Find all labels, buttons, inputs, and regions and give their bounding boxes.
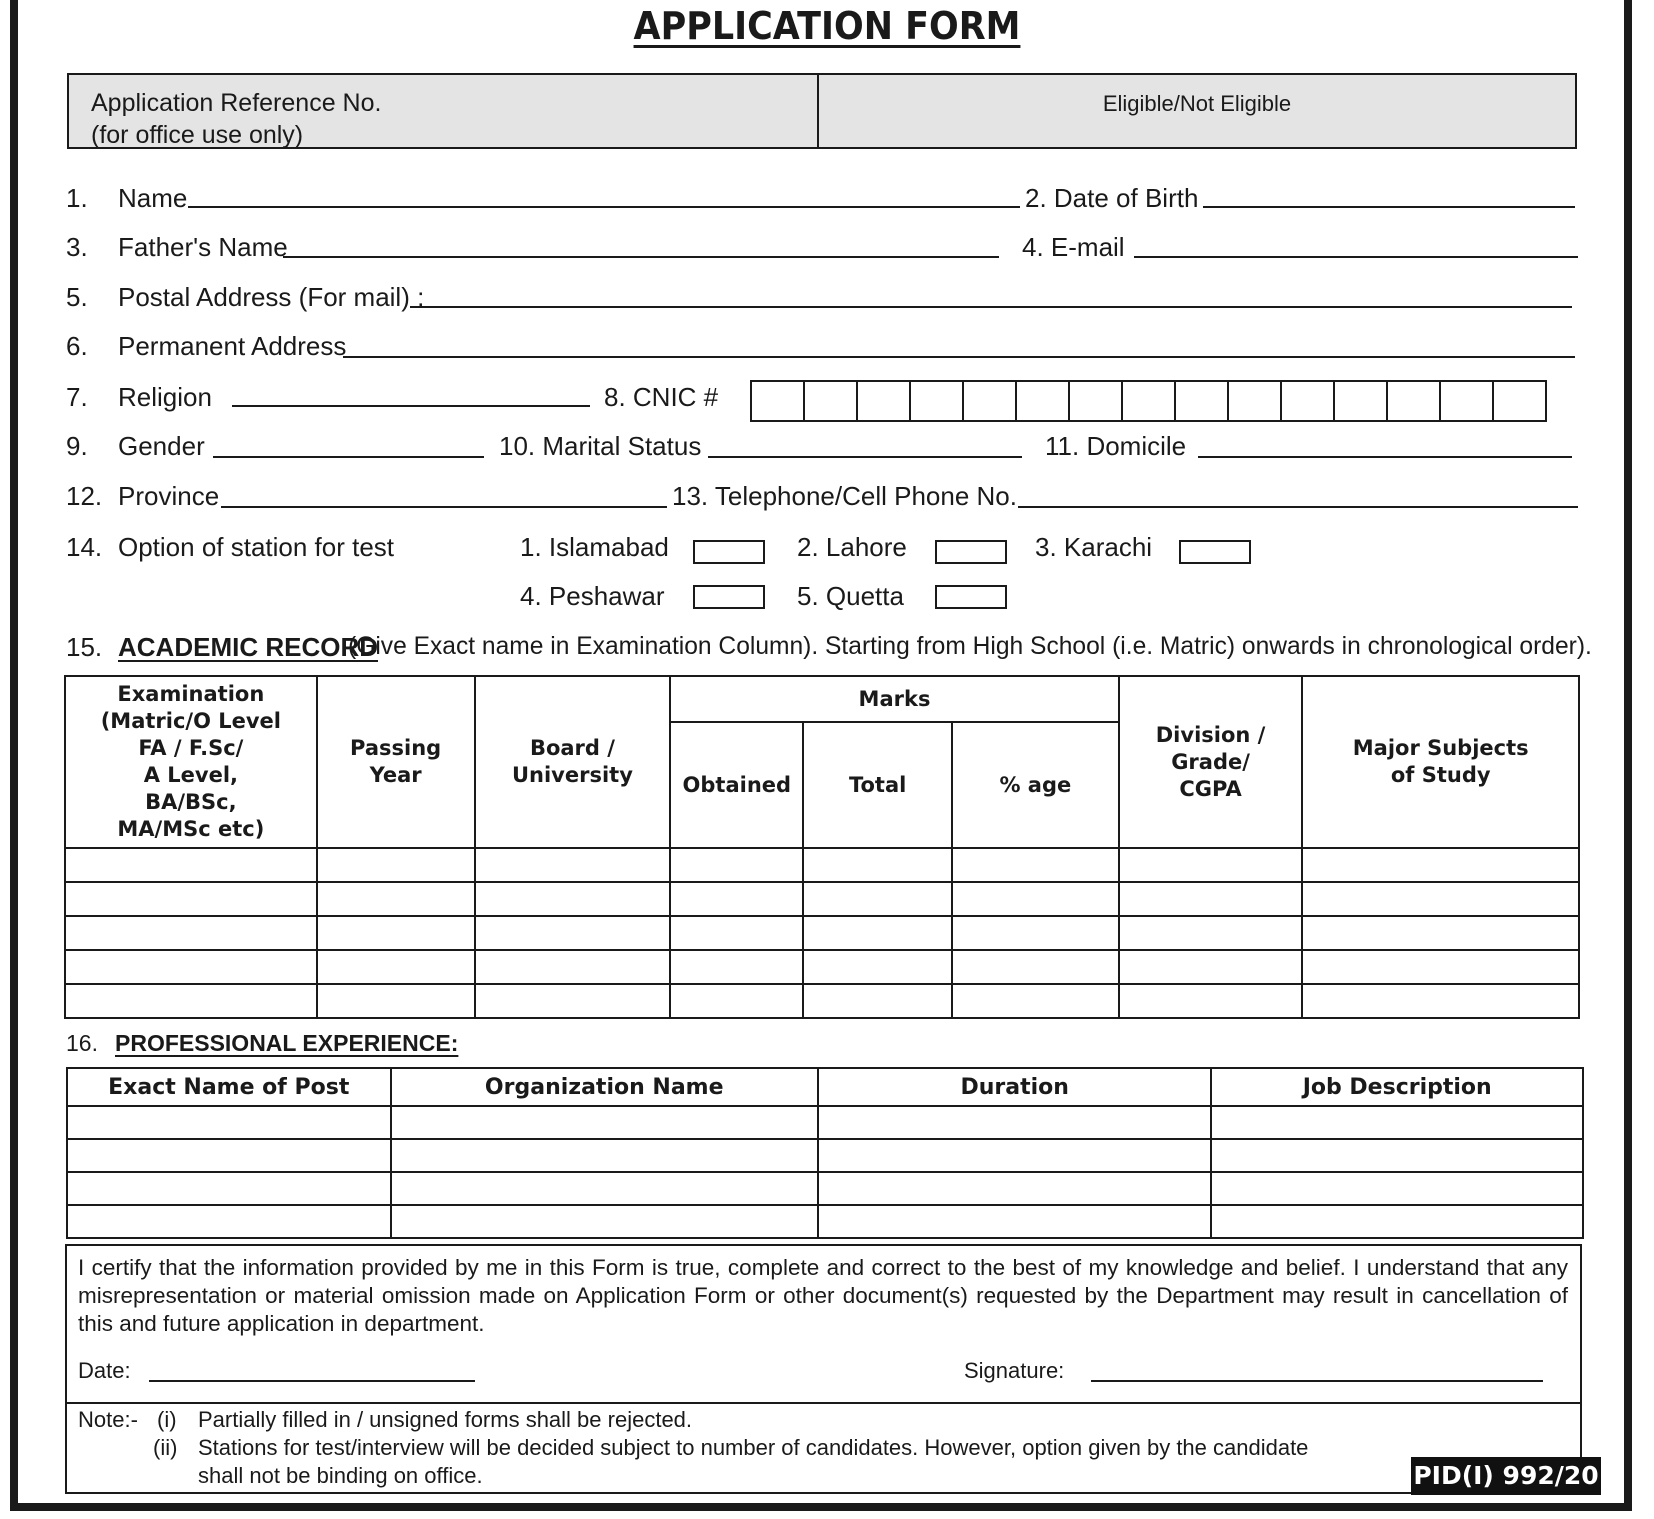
table-cell[interactable] (1211, 1172, 1583, 1205)
professional-experience-table (66, 1067, 1584, 1239)
cnic-digit-box[interactable] (1335, 382, 1388, 420)
table-cell[interactable] (67, 1139, 391, 1172)
signature-label: Signature: (964, 1358, 1065, 1383)
cnic-digit-box[interactable] (1176, 382, 1229, 420)
field-7-number: 7. (66, 382, 88, 412)
col-header-organization: Organization Name (391, 1068, 818, 1106)
notes-divider (67, 1402, 1580, 1404)
table-cell[interactable] (65, 950, 317, 984)
table-cell[interactable] (818, 1139, 1211, 1172)
table-cell[interactable] (317, 984, 475, 1018)
pid-badge: PID(I) 992/20 (1411, 1457, 1601, 1495)
field-1-number: 1. (66, 183, 88, 213)
col-header-job-description: Job Description (1211, 1068, 1583, 1106)
station-islamabad-label: 1. Islamabad (520, 532, 669, 562)
field-3-number: 3. (66, 232, 88, 262)
professional-experience-heading: PROFESSIONAL EXPERIENCE: (115, 1030, 459, 1056)
col-header-board: Board / University (475, 676, 671, 848)
table-cell[interactable] (391, 1139, 818, 1172)
table-row (65, 882, 1579, 916)
col-header-duration: Duration (818, 1068, 1211, 1106)
permanent-address-field[interactable] (343, 356, 1575, 358)
father-name-field[interactable] (283, 256, 999, 258)
table-cell[interactable] (1119, 916, 1303, 950)
station-option-label: Option of station for test (118, 532, 395, 562)
table-cell[interactable] (670, 916, 803, 950)
section-15-number: 15. (66, 632, 103, 662)
permanent-address-label: Permanent Address (118, 331, 347, 361)
table-cell[interactable] (803, 916, 952, 950)
table-cell[interactable] (65, 848, 317, 882)
table-cell[interactable] (317, 848, 475, 882)
table-cell[interactable] (952, 984, 1119, 1018)
reference-box (67, 73, 1577, 149)
marital-status-field[interactable] (708, 456, 1022, 458)
date-field[interactable] (149, 1380, 475, 1382)
col-header-obtained: Obtained (670, 722, 803, 848)
table-row (67, 1172, 1583, 1205)
table-cell[interactable] (65, 916, 317, 950)
table-cell[interactable] (475, 984, 671, 1018)
station-peshawar-checkbox[interactable] (693, 585, 765, 609)
table-cell[interactable] (317, 950, 475, 984)
note-2-marker: (ii) (153, 1435, 178, 1460)
table-cell[interactable] (670, 984, 803, 1018)
cnic-digit-box[interactable] (1388, 382, 1441, 420)
table-cell[interactable] (1302, 848, 1579, 882)
cnic-digit-box[interactable] (1441, 382, 1494, 420)
cnic-digit-box[interactable] (805, 382, 858, 420)
postal-address-label: Postal Address (For mail) : (118, 282, 425, 312)
table-cell[interactable] (65, 984, 317, 1018)
academic-record-instruction: (Give Exact name in Examination Column). Starting from High School (i.e. Matric) onwards in chronological order). (348, 633, 1592, 660)
cnic-digit-box[interactable] (1070, 382, 1123, 420)
table-row (67, 1139, 1583, 1172)
date-label: Date: (78, 1358, 131, 1383)
domicile-label: 11. Domicile (1045, 431, 1187, 461)
table-cell[interactable] (475, 882, 671, 916)
field-9-number: 9. (66, 431, 88, 461)
email-label: 4. E-mail (1022, 232, 1125, 262)
table-cell[interactable] (475, 916, 671, 950)
table-cell[interactable] (67, 1205, 391, 1238)
table-cell[interactable] (1302, 984, 1579, 1018)
table-cell[interactable] (65, 882, 317, 916)
station-peshawar-label: 4. Peshawar (520, 581, 665, 611)
cnic-digit-box[interactable] (1123, 382, 1176, 420)
telephone-label: 13. Telephone/Cell Phone No. (672, 481, 1017, 511)
dob-field[interactable] (1203, 206, 1575, 208)
table-cell[interactable] (475, 848, 671, 882)
table-cell[interactable] (1119, 984, 1303, 1018)
table-cell[interactable] (670, 882, 803, 916)
field-12-number: 12. (66, 481, 103, 511)
station-lahore-checkbox[interactable] (935, 540, 1007, 564)
table-row (65, 984, 1579, 1018)
table-cell[interactable] (952, 916, 1119, 950)
table-cell[interactable] (1302, 950, 1579, 984)
table-cell[interactable] (952, 950, 1119, 984)
page-frame-bottom (10, 1503, 1632, 1511)
table-row (65, 848, 1579, 882)
station-karachi-checkbox[interactable] (1179, 540, 1251, 564)
religion-label: Religion (118, 382, 212, 412)
station-quetta-checkbox[interactable] (935, 585, 1007, 609)
note-label: Note:- (78, 1407, 138, 1432)
table-cell[interactable] (670, 848, 803, 882)
col-header-marks: Marks (670, 676, 1118, 722)
field-14-number: 14. (66, 532, 103, 562)
reference-label-note: (for office use only) (91, 121, 304, 149)
cnic-label: 8. CNIC # (604, 382, 719, 412)
reference-label: Application Reference No. (91, 89, 382, 117)
col-header-examination: Examination (Matric/O Level FA / F.Sc/ A Level, BA/BSc, MA/MSc etc) (65, 676, 317, 848)
col-header-post: Exact Name of Post (67, 1068, 391, 1106)
name-field[interactable] (188, 206, 1020, 208)
note-1-text: Partially filled in / unsigned forms shall be rejected. (198, 1407, 693, 1432)
table-row (65, 916, 1579, 950)
table-cell[interactable] (1302, 882, 1579, 916)
table-cell[interactable] (391, 1106, 818, 1139)
table-cell[interactable] (803, 848, 952, 882)
cnic-digit-box[interactable] (964, 382, 1017, 420)
table-row (67, 1205, 1583, 1238)
father-name-label: Father's Name (118, 232, 288, 262)
table-cell[interactable] (317, 916, 475, 950)
cnic-digit-box[interactable] (1282, 382, 1335, 420)
table-cell[interactable] (1211, 1106, 1583, 1139)
declaration-box (65, 1244, 1582, 1494)
table-cell[interactable] (818, 1172, 1211, 1205)
cnic-input-boxes[interactable] (750, 380, 1547, 422)
station-karachi-label: 3. Karachi (1035, 532, 1153, 562)
station-lahore-label: 2. Lahore (797, 532, 907, 562)
table-cell[interactable] (67, 1106, 391, 1139)
table-cell[interactable] (1302, 916, 1579, 950)
note-2-text: Stations for test/interview will be decided subject to number of candidates. However, option given by the candidate (198, 1435, 1309, 1460)
station-quetta-label: 5. Quetta (797, 581, 904, 611)
cnic-digit-box[interactable] (858, 382, 911, 420)
table-cell[interactable] (391, 1172, 818, 1205)
table-cell[interactable] (1211, 1139, 1583, 1172)
table-cell[interactable] (818, 1106, 1211, 1139)
col-header-percentage: % age (952, 722, 1119, 848)
email-field[interactable] (1134, 256, 1578, 258)
table-row (67, 1106, 1583, 1139)
page-frame-right (1624, 0, 1632, 1511)
reference-number-cell[interactable] (69, 75, 819, 147)
table-cell[interactable] (670, 950, 803, 984)
note-1-marker: (i) (157, 1407, 177, 1432)
col-header-division: Division / Grade/ CGPA (1119, 676, 1303, 848)
cnic-digit-box[interactable] (1494, 382, 1547, 420)
table-cell[interactable] (67, 1172, 391, 1205)
table-cell[interactable] (803, 950, 952, 984)
cnic-digit-box[interactable] (911, 382, 964, 420)
academic-record-heading: ACADEMIC RECORD (118, 632, 378, 662)
academic-record-table (64, 675, 1580, 1019)
note-2-text-continued: shall not be binding on office. (198, 1463, 483, 1488)
religion-field[interactable] (232, 405, 590, 407)
domicile-field[interactable] (1198, 456, 1572, 458)
cnic-digit-box[interactable] (752, 382, 805, 420)
col-header-subjects: Major Subjects of Study (1302, 676, 1579, 848)
table-cell[interactable] (818, 1205, 1211, 1238)
cnic-digit-box[interactable] (1017, 382, 1070, 420)
page-title: APPLICATION FORM (633, 4, 1021, 48)
table-cell[interactable] (1211, 1205, 1583, 1238)
table-cell[interactable] (1119, 848, 1303, 882)
table-cell[interactable] (317, 882, 475, 916)
page-frame-left (10, 0, 18, 1511)
col-header-passing-year: Passing Year (317, 676, 475, 848)
postal-address-field[interactable] (410, 306, 1572, 308)
table-cell[interactable] (803, 882, 952, 916)
gender-label: Gender (118, 431, 205, 461)
eligibility-label: Eligible/Not Eligible (1102, 91, 1292, 116)
section-16-number: 16. (66, 1030, 98, 1056)
province-label: Province (118, 481, 220, 511)
table-cell[interactable] (1119, 950, 1303, 984)
table-cell[interactable] (803, 984, 952, 1018)
table-row (65, 950, 1579, 984)
field-6-number: 6. (66, 331, 88, 361)
table-cell[interactable] (475, 950, 671, 984)
table-cell[interactable] (1119, 882, 1303, 916)
dob-label: 2. Date of Birth (1025, 183, 1199, 213)
province-field[interactable] (221, 506, 667, 508)
table-cell[interactable] (952, 882, 1119, 916)
field-5-number: 5. (66, 282, 88, 312)
marital-status-label: 10. Marital Status (499, 431, 702, 461)
cnic-digit-box[interactable] (1229, 382, 1282, 420)
table-cell[interactable] (391, 1205, 818, 1238)
signature-field[interactable] (1091, 1380, 1543, 1382)
table-cell[interactable] (952, 848, 1119, 882)
gender-field[interactable] (213, 456, 484, 458)
telephone-field[interactable] (1018, 506, 1578, 508)
col-header-total: Total (803, 722, 952, 848)
declaration-text: I certify that the information provided by me in this Form is true, complete and correct to the best of my knowledge and belief. I understand that any misrepresentation or material omission made on Application Form or other document(s) requested by the Department may result in cancellation of this and future application in department. (78, 1255, 1568, 1336)
station-islamabad-checkbox[interactable] (693, 540, 765, 564)
name-label: Name (118, 183, 188, 213)
